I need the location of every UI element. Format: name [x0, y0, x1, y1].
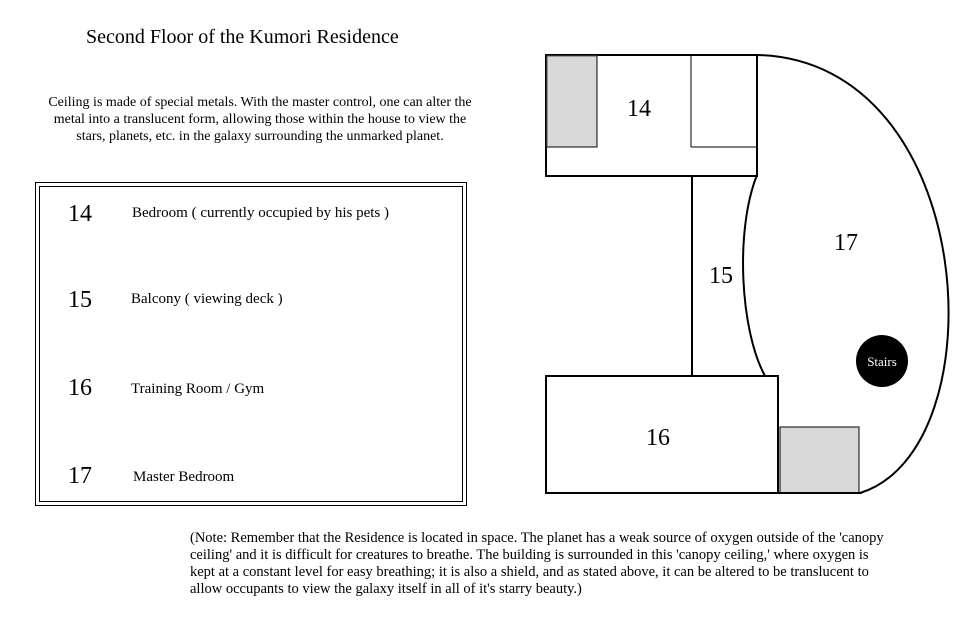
legend-box [35, 182, 467, 506]
diagram-title: Second Floor of the Kumori Residence [86, 26, 399, 48]
room-17-gray-area [780, 427, 859, 493]
legend-row-15 [40, 287, 462, 317]
legend-number: 15 [68, 287, 92, 313]
legend-label: Bedroom ( currently occupied by his pets ) [132, 205, 390, 221]
legend-label: Balcony ( viewing deck ) [131, 291, 283, 307]
stairs-label: Stairs [867, 354, 897, 369]
legend-inner-border [39, 186, 463, 502]
legend-number: 14 [68, 201, 92, 227]
legend-label: Master Bedroom [133, 469, 235, 485]
floor-plan [540, 50, 960, 500]
legend-number: 17 [68, 463, 92, 489]
room-15-label: 15 [709, 263, 733, 289]
ceiling-description: Ceiling is made of special metals. With the master control, one can alter the metal into a translucent form, allowing those within the house to view the stars, planets, etc. in the galaxy surrounding the unmarked planet. [48, 95, 472, 144]
room-16-label: 16 [646, 425, 670, 451]
legend-row-14 [40, 201, 462, 231]
legend-number: 16 [68, 375, 92, 401]
legend-row-16 [40, 375, 462, 405]
room-14-gray-area [547, 56, 597, 147]
room-14-label: 14 [627, 96, 651, 122]
space-note: (Note: Remember that the Residence is located in space. The planet has a weak source of oxygen outside of the 'canopy ceiling' and it is difficult for creatures to breathe. The building is surrounded in this 'canopy ceiling,' where oxygen is kept at a constant level for easy breathing; it is also a shield, and as stated above, it can be altered to be translucent to allow occupants to view the galaxy itself in all of it's starry beauty.) [190, 530, 884, 597]
legend-label: Training Room / Gym [131, 381, 265, 397]
legend-row-17 [40, 463, 462, 493]
inner-curved-wall [743, 175, 765, 376]
room-17-label: 17 [834, 230, 858, 256]
